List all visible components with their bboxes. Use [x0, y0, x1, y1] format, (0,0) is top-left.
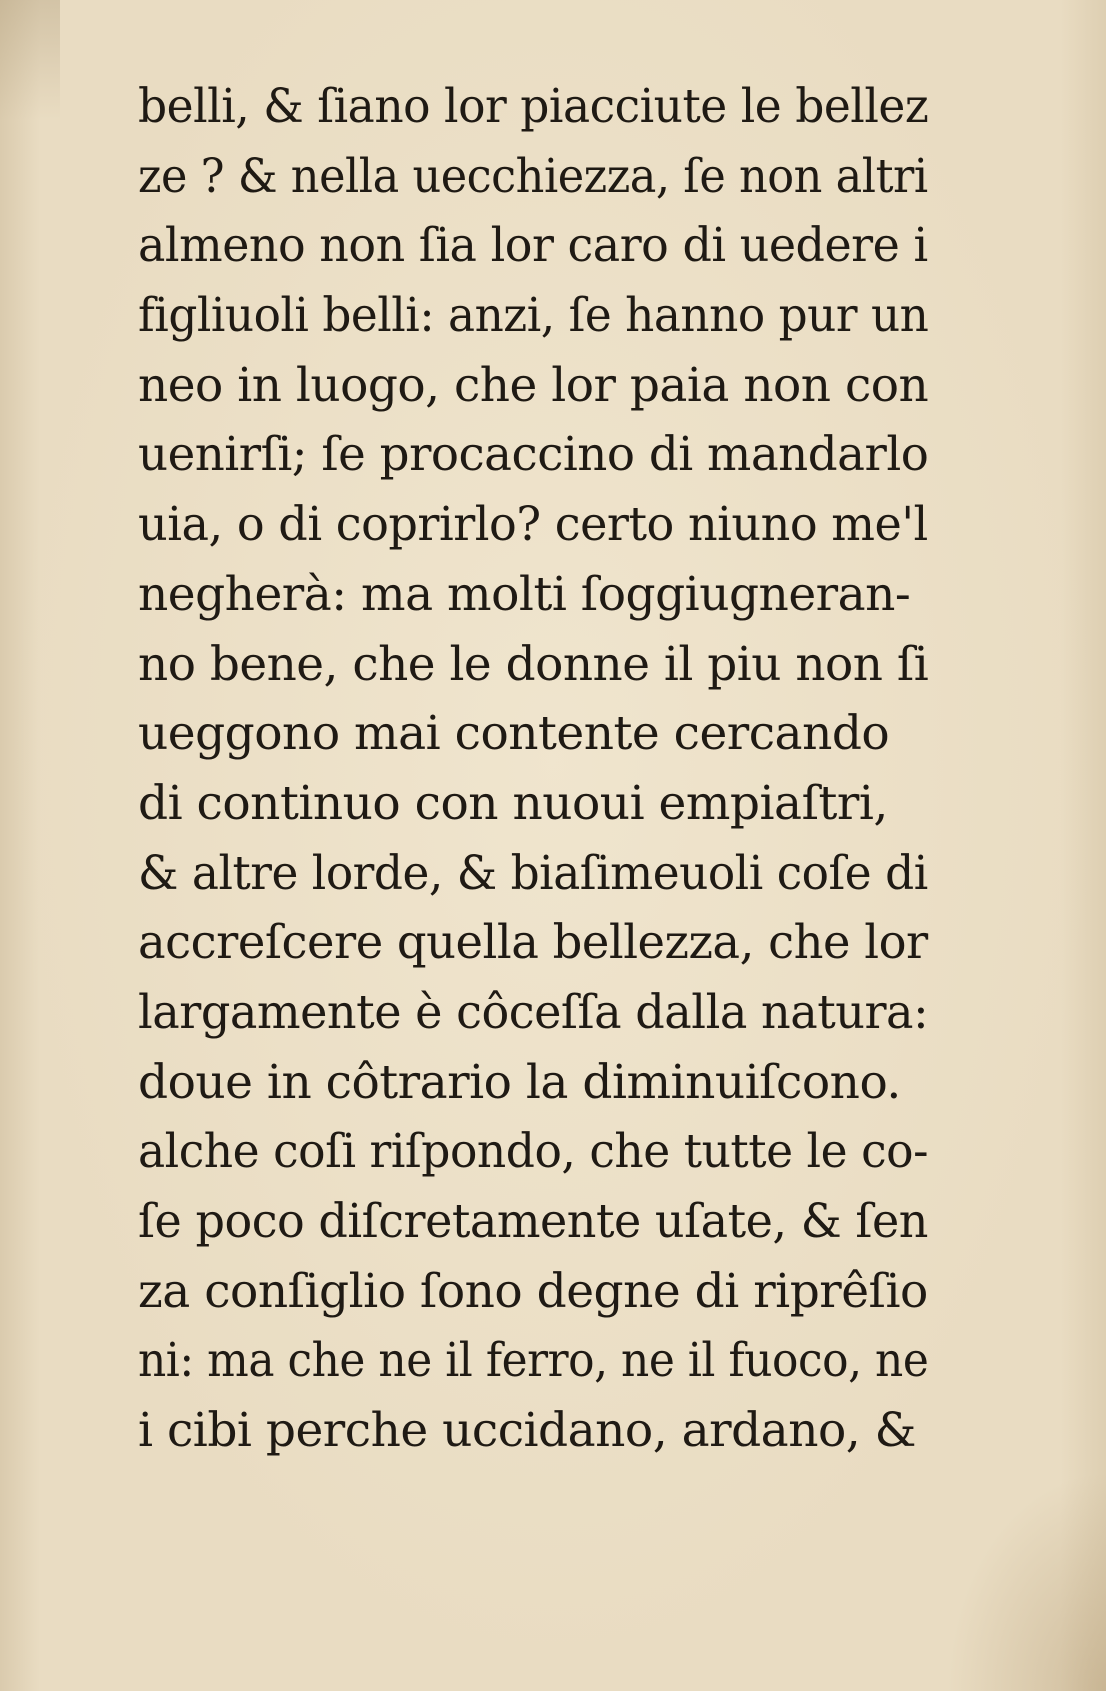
text-line: za conſiglio ſono degne di riprêſio — [138, 1263, 928, 1319]
text-line: uia, o di coprirlo? certo niuno me'l — [138, 497, 928, 553]
text-line: figliuoli belli: anzi, ſe hanno pur un — [138, 288, 929, 344]
text-line: uenirſi; ſe procaccino di mandarlo — [138, 427, 929, 483]
text-line: ni: ma che ne il ferro, ne il fuoco, ne — [138, 1333, 929, 1389]
text-line: alche coſi riſpondo, che tutte le co- — [138, 1124, 928, 1180]
text-line: ueggono mai contente cercando — [138, 706, 890, 762]
text-line: largamente è côceſſa dalla natura: — [138, 984, 929, 1040]
text-line: negherà: ma molti ſoggiugneran- — [138, 566, 911, 622]
body-text — [138, 72, 928, 1466]
text-line: i cibi perche uccidano, ardano, & — [138, 1403, 916, 1459]
paper-stain-top-left — [0, 0, 60, 120]
text-line: ze ? & nella uecchiezza, ſe non altri — [138, 148, 928, 204]
text-line: accreſcere quella bellezza, che lor — [138, 915, 928, 971]
text-line: almeno non ſia lor caro di uedere i — [138, 218, 928, 274]
text-line: di continuo con nuoui empiaſtri, — [138, 775, 888, 831]
text-line: ſe poco diſcretamente uſate, & ſen — [138, 1194, 928, 1249]
text-line: & altre lorde, & biaſimeuoli coſe di — [138, 845, 928, 901]
text-line: belli, & ſiano lor piacciute le bellez — [138, 79, 929, 134]
text-line: no bene, che le donne il piu non ſi — [138, 636, 929, 692]
text-line: neo in luogo, che lor paia non con — [138, 357, 929, 413]
paper-stain-bottom-right — [946, 1471, 1106, 1691]
text-line: doue in côtrario la diminuiſcono. — [138, 1054, 901, 1110]
